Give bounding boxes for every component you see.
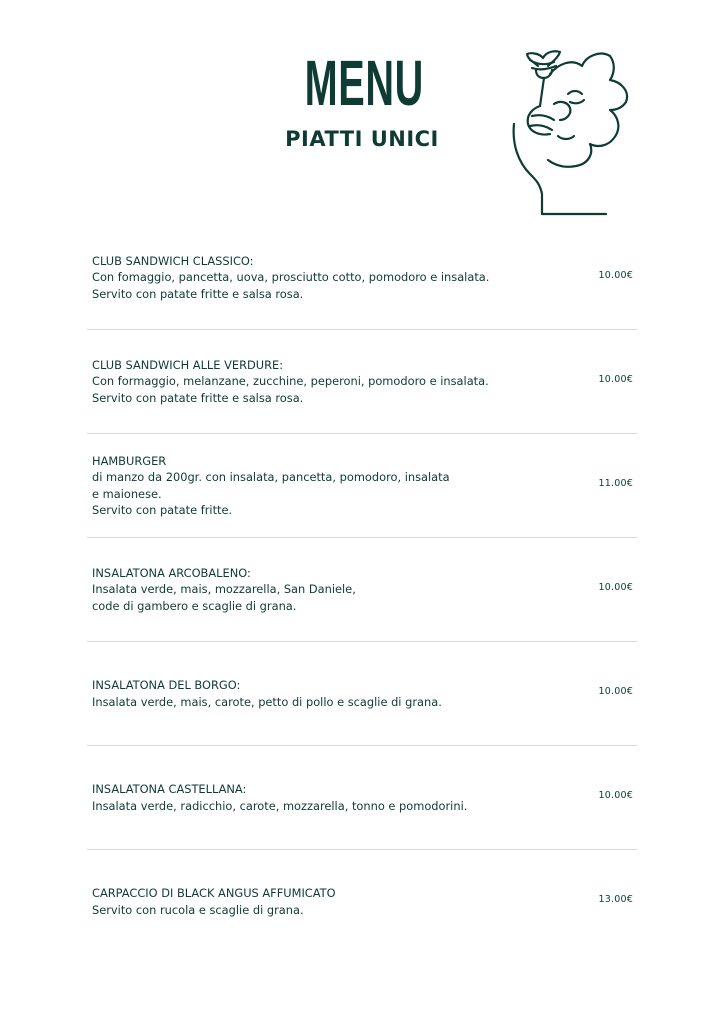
menu-item-description: Insalata verde, mais, mozzarella, San Daniele, [92,582,356,597]
menu-item-description: Con formaggio, melanzane, zucchine, peperoni, pomodoro e insalata. [92,374,489,389]
menu-item-name: CARPACCIO DI BLACK ANGUS AFFUMICATO [92,886,336,901]
menu-item-description: Con fomaggio, pancetta, uova, prosciutto cotto, pomodoro e insalata. [92,270,490,285]
menu-item-name: CLUB SANDWICH CLASSICO: [92,254,254,269]
menu-item [87,538,637,642]
menu-item-text [92,642,562,745]
menu-item-description: Servito con rucola e scaglie di grana. [92,902,304,917]
menu-item-description: code di gambero e scaglie di grana. [92,598,297,613]
menu-item-text [92,226,562,329]
menu-item-price: 13.00€ [598,894,633,905]
menu-item [87,226,637,330]
menu-item-price: 10.00€ [598,582,633,593]
menu-item-description: Insalata verde, mais, carote, petto di pollo e scaglie di grana. [92,694,442,709]
menu-item-description: Servito con patate fritte e salsa rosa. [92,286,304,301]
menu-item [87,330,637,434]
menu-item-name: CLUB SANDWICH ALLE VERDURE: [92,358,284,373]
menu-item [87,434,637,538]
menu-item-text [92,538,562,641]
menu-list [87,226,637,953]
menu-item-price: 10.00€ [598,790,633,801]
menu-item-text [92,330,562,433]
menu-title: MENU [304,47,424,119]
menu-item-description: Insalata verde, radicchio, carote, mozzarella, tonno e pomodorini. [92,798,468,813]
menu-item-description: Servito con patate fritte. [92,502,233,517]
face-eating-fork-icon [510,44,640,219]
menu-item-description: di manzo da 200gr. con insalata, pancetta, pomodoro, insalata [92,470,450,485]
menu-item-price: 10.00€ [598,374,633,385]
menu-item-text [92,434,562,537]
menu-item-name: HAMBURGER [92,454,167,469]
menu-item-description: e maionese. [92,486,162,501]
menu-item-price: 10.00€ [598,270,633,281]
menu-item-name: INSALATONA CASTELLANA: [92,782,247,797]
menu-item-text [92,850,562,953]
menu-item-price: 11.00€ [598,478,633,489]
menu-item [87,850,637,953]
subtitle-text: PIATTI UNICI [285,127,439,151]
menu-item-description: Servito con patate fritte e salsa rosa. [92,390,304,405]
menu-item-name: INSALATONA DEL BORGO: [92,678,241,693]
menu-item-name: INSALATONA ARCOBALENO: [92,566,251,581]
menu-item-text [92,746,562,849]
menu-item-price: 10.00€ [598,686,633,697]
menu-item [87,746,637,850]
menu-item [87,642,637,746]
